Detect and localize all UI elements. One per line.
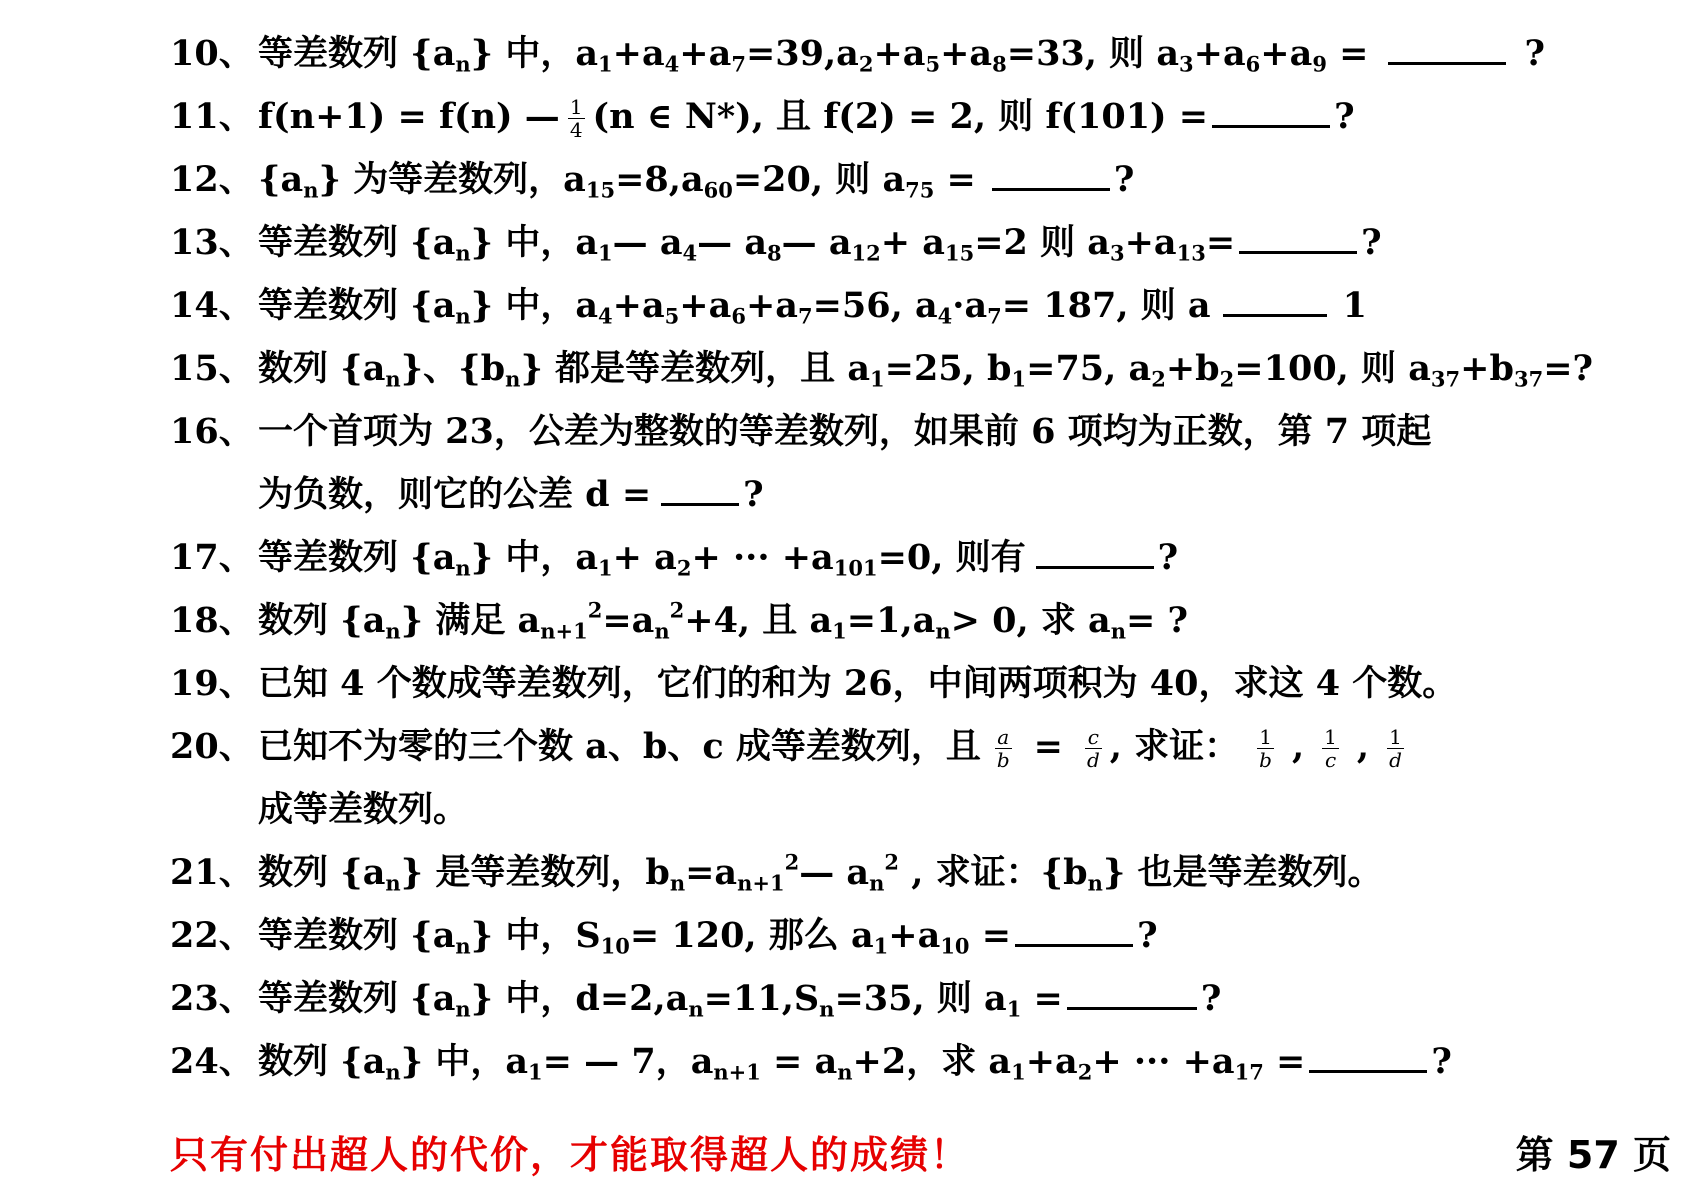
problem-text: 已知不为零的三个数 a、b、c 成等差数列，且 [258, 726, 981, 767]
question-mark: ? [1361, 222, 1382, 263]
problem-text: {a [258, 159, 304, 200]
problem-text: } 也是等差数列。 [1102, 852, 1383, 893]
subscript: 1 [1011, 366, 1027, 392]
problem-text: + a [880, 222, 945, 263]
problem-text: =75, a [1026, 348, 1152, 389]
subscript: n [385, 366, 401, 392]
problem-number: 17、 [170, 537, 254, 578]
problem-text: f(n+1) = f(n) — [258, 96, 560, 137]
problem-text: 等差数列 {a [258, 978, 456, 1019]
problem-19 [170, 652, 1670, 715]
problem-text: } 中，a [470, 285, 599, 326]
problem-text: +b [1460, 348, 1514, 389]
subscript: n [455, 51, 471, 77]
problem-text: 为负数，则它的公差 d = [258, 474, 652, 515]
subscript: n [819, 996, 835, 1022]
problem-number: 16、 [170, 411, 254, 452]
subscript: 2 [1151, 366, 1166, 392]
problem-text: 等差数列 {a [258, 915, 456, 956]
answer-blank [1309, 1069, 1427, 1073]
problem-text: + ··· +a [1092, 1041, 1235, 1082]
numerator: 1 [569, 95, 583, 119]
question-mark: ? [1200, 978, 1222, 1019]
problem-text: = ? [1126, 600, 1189, 641]
subscript: n [505, 366, 521, 392]
question-mark: ? [1157, 537, 1179, 578]
problem-text: = [1326, 33, 1369, 74]
problem-text: +a [1124, 222, 1177, 263]
subscript: 1 [1006, 996, 1022, 1022]
problem-text: = a [760, 1041, 838, 1082]
fraction [568, 96, 585, 141]
problem-text: = [1021, 978, 1063, 1019]
problem-text: =a [685, 852, 738, 893]
problem-text: } 中，a [470, 537, 599, 578]
subscript: 5 [925, 51, 941, 77]
problem-text: 一个首项为 23，公差为整数的等差数列，如果前 6 项均为正数，第 7 项起 [258, 411, 1432, 452]
denominator: b [996, 748, 1010, 772]
subscript: 1 [832, 618, 847, 644]
subscript: 60 [703, 177, 733, 203]
subscript: 1 [870, 366, 885, 392]
problem-number: 14、 [170, 285, 254, 326]
subscript: 2 [1077, 1059, 1093, 1085]
numerator: 1 [1257, 726, 1274, 749]
subscript: 1 [598, 51, 613, 77]
denominator: b [1259, 748, 1272, 772]
problem-17 [170, 526, 1670, 589]
subscript: n [669, 870, 686, 896]
problem-18 [170, 589, 1670, 652]
problem-text: = [934, 159, 976, 200]
problem-text: =11,S [703, 978, 820, 1019]
subscript: 2 [676, 555, 692, 581]
problem-text: +a [940, 33, 993, 74]
problem-text: }、{b [400, 348, 506, 389]
problem-text: 成等差数列。 [258, 789, 469, 830]
subscript: 1 [598, 555, 613, 581]
subscript: 15 [585, 177, 616, 203]
denominator: d [1389, 748, 1402, 772]
problem-text: 数列 {a [258, 1041, 386, 1082]
subscript: 75 [905, 177, 935, 203]
problem-text: + ··· +a [691, 537, 834, 578]
numerator: 1 [1387, 726, 1404, 749]
answer-blank [661, 502, 739, 506]
problem-number: 22、 [170, 915, 254, 956]
comma: , [1291, 726, 1305, 767]
superscript: 2 [669, 597, 685, 623]
problem-12 [170, 148, 1670, 211]
problem-text: +a [1260, 33, 1313, 74]
problem-text: +a [1193, 33, 1246, 74]
problem-text: =100, 则 a [1234, 348, 1431, 389]
problem-text: =0, 则有 [877, 537, 1026, 578]
subscript: 101 [833, 555, 878, 581]
numerator: 1 [1324, 725, 1337, 749]
problem-text: , 求证：{b [899, 852, 1088, 893]
subscript: 4 [937, 303, 953, 329]
subscript: n [455, 555, 471, 581]
subscript: 2 [858, 51, 874, 77]
problem-text: +a [888, 915, 941, 956]
problem-text: } 都是等差数列，且 a [520, 348, 870, 389]
subscript: 37 [1430, 366, 1461, 392]
problem-text: } 中，a [470, 33, 599, 74]
problem-text: — a [697, 222, 768, 263]
problem-number: 23、 [170, 978, 254, 1019]
problem-text: =a [602, 600, 655, 641]
problem-number: 10、 [170, 33, 254, 74]
problem-text: +a [873, 33, 926, 74]
problem-text: =35, 则 a [834, 978, 1007, 1019]
answer-blank [992, 187, 1110, 191]
problem-number: 13、 [170, 222, 254, 263]
problem-text: +a [679, 285, 732, 326]
problem-number: 11、 [170, 96, 254, 137]
subscript: 10 [940, 933, 970, 959]
problem-text: =33, 则 a [1006, 33, 1180, 74]
answer-blank [1067, 1006, 1197, 1010]
subscript: n [455, 303, 471, 329]
problem-text: — a [781, 222, 852, 263]
problem-text: 数列 {a [258, 348, 386, 389]
motto-text: 只有付出超人的代价，才能取得超人的成绩！ [170, 1133, 971, 1177]
problem-text: ·a [952, 285, 988, 326]
problem-24 [170, 1030, 1670, 1093]
problem-number: 24、 [170, 1041, 254, 1082]
problem-text: } 为等差数列，a [318, 159, 586, 200]
question-mark: ? [1334, 96, 1355, 137]
subscript: n+1 [713, 1059, 761, 1085]
problem-text: 数列 {a [258, 600, 386, 641]
subscript: n [654, 618, 670, 644]
superscript: 2 [784, 849, 800, 875]
subscript: 4 [664, 51, 680, 77]
subscript: n [837, 1059, 853, 1085]
problem-text: = 120, 那么 a [629, 915, 874, 956]
answer-blank [1015, 943, 1133, 947]
subscript: n [455, 933, 471, 959]
problem-20-continuation [170, 778, 1670, 841]
subscript: 13 [1176, 240, 1206, 266]
subscript: 6 [731, 303, 746, 329]
subscript: n [688, 996, 704, 1022]
problem-text: +4, 且 a [684, 600, 833, 641]
problem-number: 18、 [170, 600, 254, 641]
problem-text: } 是等差数列，b [400, 852, 670, 893]
problem-text: =56, a [812, 285, 938, 326]
subscript: n [385, 618, 401, 644]
problem-text: 等差数列 {a [258, 285, 456, 326]
problem-text: } 中，a [470, 222, 599, 263]
subscript: 8 [767, 240, 782, 266]
fraction [1085, 726, 1102, 771]
page-footer [170, 1124, 1671, 1184]
answer-blank [1388, 61, 1506, 65]
answer-blank [1239, 250, 1357, 254]
problem-text: +a [1025, 1041, 1078, 1082]
question-mark: ? [1524, 33, 1545, 74]
problem-text: > 0, 求 a [950, 600, 1111, 641]
superscript: 2 [884, 849, 900, 875]
problem-21 [170, 841, 1670, 904]
subscript: n+1 [737, 870, 785, 896]
numerator: a [995, 726, 1012, 749]
subscript: 5 [664, 303, 680, 329]
problem-text: +b [1165, 348, 1220, 389]
problem-text: 等差数列 {a [258, 33, 456, 74]
subscript: 1 [873, 933, 889, 959]
problem-text: = — 7，a [542, 1041, 714, 1082]
subscript: n+1 [540, 618, 588, 644]
subscript: 1 [1011, 1059, 1026, 1085]
subscript: 12 [851, 240, 881, 266]
fraction [1322, 726, 1339, 771]
subscript: 1 [528, 1059, 543, 1085]
subscript: 4 [598, 303, 613, 329]
problem-text: } 中，d=2,a [470, 978, 689, 1019]
subscript: n [1110, 618, 1127, 644]
problem-text: , 求证： [1109, 726, 1240, 767]
subscript: 3 [1179, 51, 1194, 77]
problem-text: 已知 4 个数成等差数列，它们的和为 26，中间两项积为 40，求这 4 个数。 [258, 663, 1458, 704]
problem-text: 等差数列 {a [258, 222, 456, 263]
subscript: 4 [682, 240, 698, 266]
fraction [1257, 726, 1274, 771]
problem-text: } 中，S [470, 915, 601, 956]
problem-text: = [1205, 222, 1236, 263]
question-mark: ? [1431, 1041, 1452, 1082]
subscript: 2 [1219, 366, 1235, 392]
problem-text: +a [679, 33, 732, 74]
problem-text: 等差数列 {a [258, 537, 456, 578]
subscript: n [1087, 870, 1103, 896]
equals-sign: = [1033, 726, 1063, 767]
subscript: 6 [1245, 51, 1261, 77]
question-mark: 1 [1342, 285, 1367, 326]
problem-number: 19、 [170, 663, 254, 704]
subscript: 7 [731, 51, 746, 77]
problem-text: +2，求 a [852, 1041, 1012, 1082]
problem-text: =20, 则 a [732, 159, 906, 200]
subscript: 7 [797, 303, 813, 329]
problem-text: =1,a [846, 600, 936, 641]
answer-blank [1223, 313, 1327, 317]
problem-text: =2 则 a [974, 222, 1110, 263]
problem-text: — a [612, 222, 683, 263]
subscript: n [303, 177, 319, 203]
subscript: 7 [987, 303, 1002, 329]
problem-10 [170, 22, 1670, 85]
subscript: 15 [944, 240, 975, 266]
problem-11 [170, 85, 1670, 148]
subscript: n [935, 618, 951, 644]
question-mark: ? [1113, 159, 1135, 200]
subscript: n [385, 870, 401, 896]
problem-text: +a [612, 285, 665, 326]
question-mark: ? [743, 474, 764, 515]
problem-text: + a [612, 537, 677, 578]
fraction [1387, 726, 1404, 771]
problem-20 [170, 715, 1670, 778]
problem-22 [170, 904, 1670, 967]
problem-text: 数列 {a [258, 852, 386, 893]
problem-text: =25, b [884, 348, 1012, 389]
problem-text: = [1263, 1041, 1306, 1082]
problem-list [170, 22, 1670, 1093]
problem-number: 12、 [170, 159, 254, 200]
problem-text: (n ∈ N*), 且 f(2) = 2, 则 f(101) = [592, 96, 1209, 137]
problem-16-continuation [170, 463, 1670, 526]
answer-blank [1212, 124, 1330, 128]
problem-text: = 187, 则 a [1001, 285, 1211, 326]
comma: , [1356, 726, 1370, 767]
problem-text: } 中，a [400, 1041, 529, 1082]
problem-text: } 满足 a [400, 600, 541, 641]
superscript: 2 [587, 597, 603, 623]
problem-15 [170, 337, 1670, 400]
subscript: 10 [600, 933, 630, 959]
question-mark: ? [1137, 915, 1158, 956]
numerator: c [1085, 726, 1102, 749]
problem-text: — a [799, 852, 870, 893]
problem-14 [170, 274, 1670, 337]
subscript: n [869, 870, 885, 896]
problem-16 [170, 400, 1670, 463]
subscript: 1 [598, 240, 613, 266]
subscript: 17 [1234, 1059, 1264, 1085]
subscript: 37 [1513, 366, 1544, 392]
problem-number: 15、 [170, 348, 254, 389]
problem-text: = [969, 915, 1012, 956]
subscript: 8 [992, 51, 1007, 77]
subscript: n [455, 240, 471, 266]
subscript: 3 [1109, 240, 1125, 266]
problem-text: +a [612, 33, 665, 74]
problem-23 [170, 967, 1670, 1030]
problem-number: 20、 [170, 726, 254, 767]
problem-text: =8,a [615, 159, 704, 200]
answer-blank [1036, 565, 1154, 569]
problem-text: =39,a [745, 33, 859, 74]
denominator: 4 [569, 118, 583, 142]
page-number: 第 57 页 [1515, 1133, 1671, 1177]
subscript: n [385, 1059, 401, 1085]
fraction [995, 726, 1012, 771]
problem-13 [170, 211, 1670, 274]
problem-text: +a [745, 285, 798, 326]
denominator: c [1324, 748, 1337, 772]
subscript: n [455, 996, 471, 1022]
denominator: d [1086, 748, 1100, 772]
problem-number: 21、 [170, 852, 254, 893]
problem-text: =? [1543, 348, 1594, 389]
subscript: 9 [1312, 51, 1327, 77]
